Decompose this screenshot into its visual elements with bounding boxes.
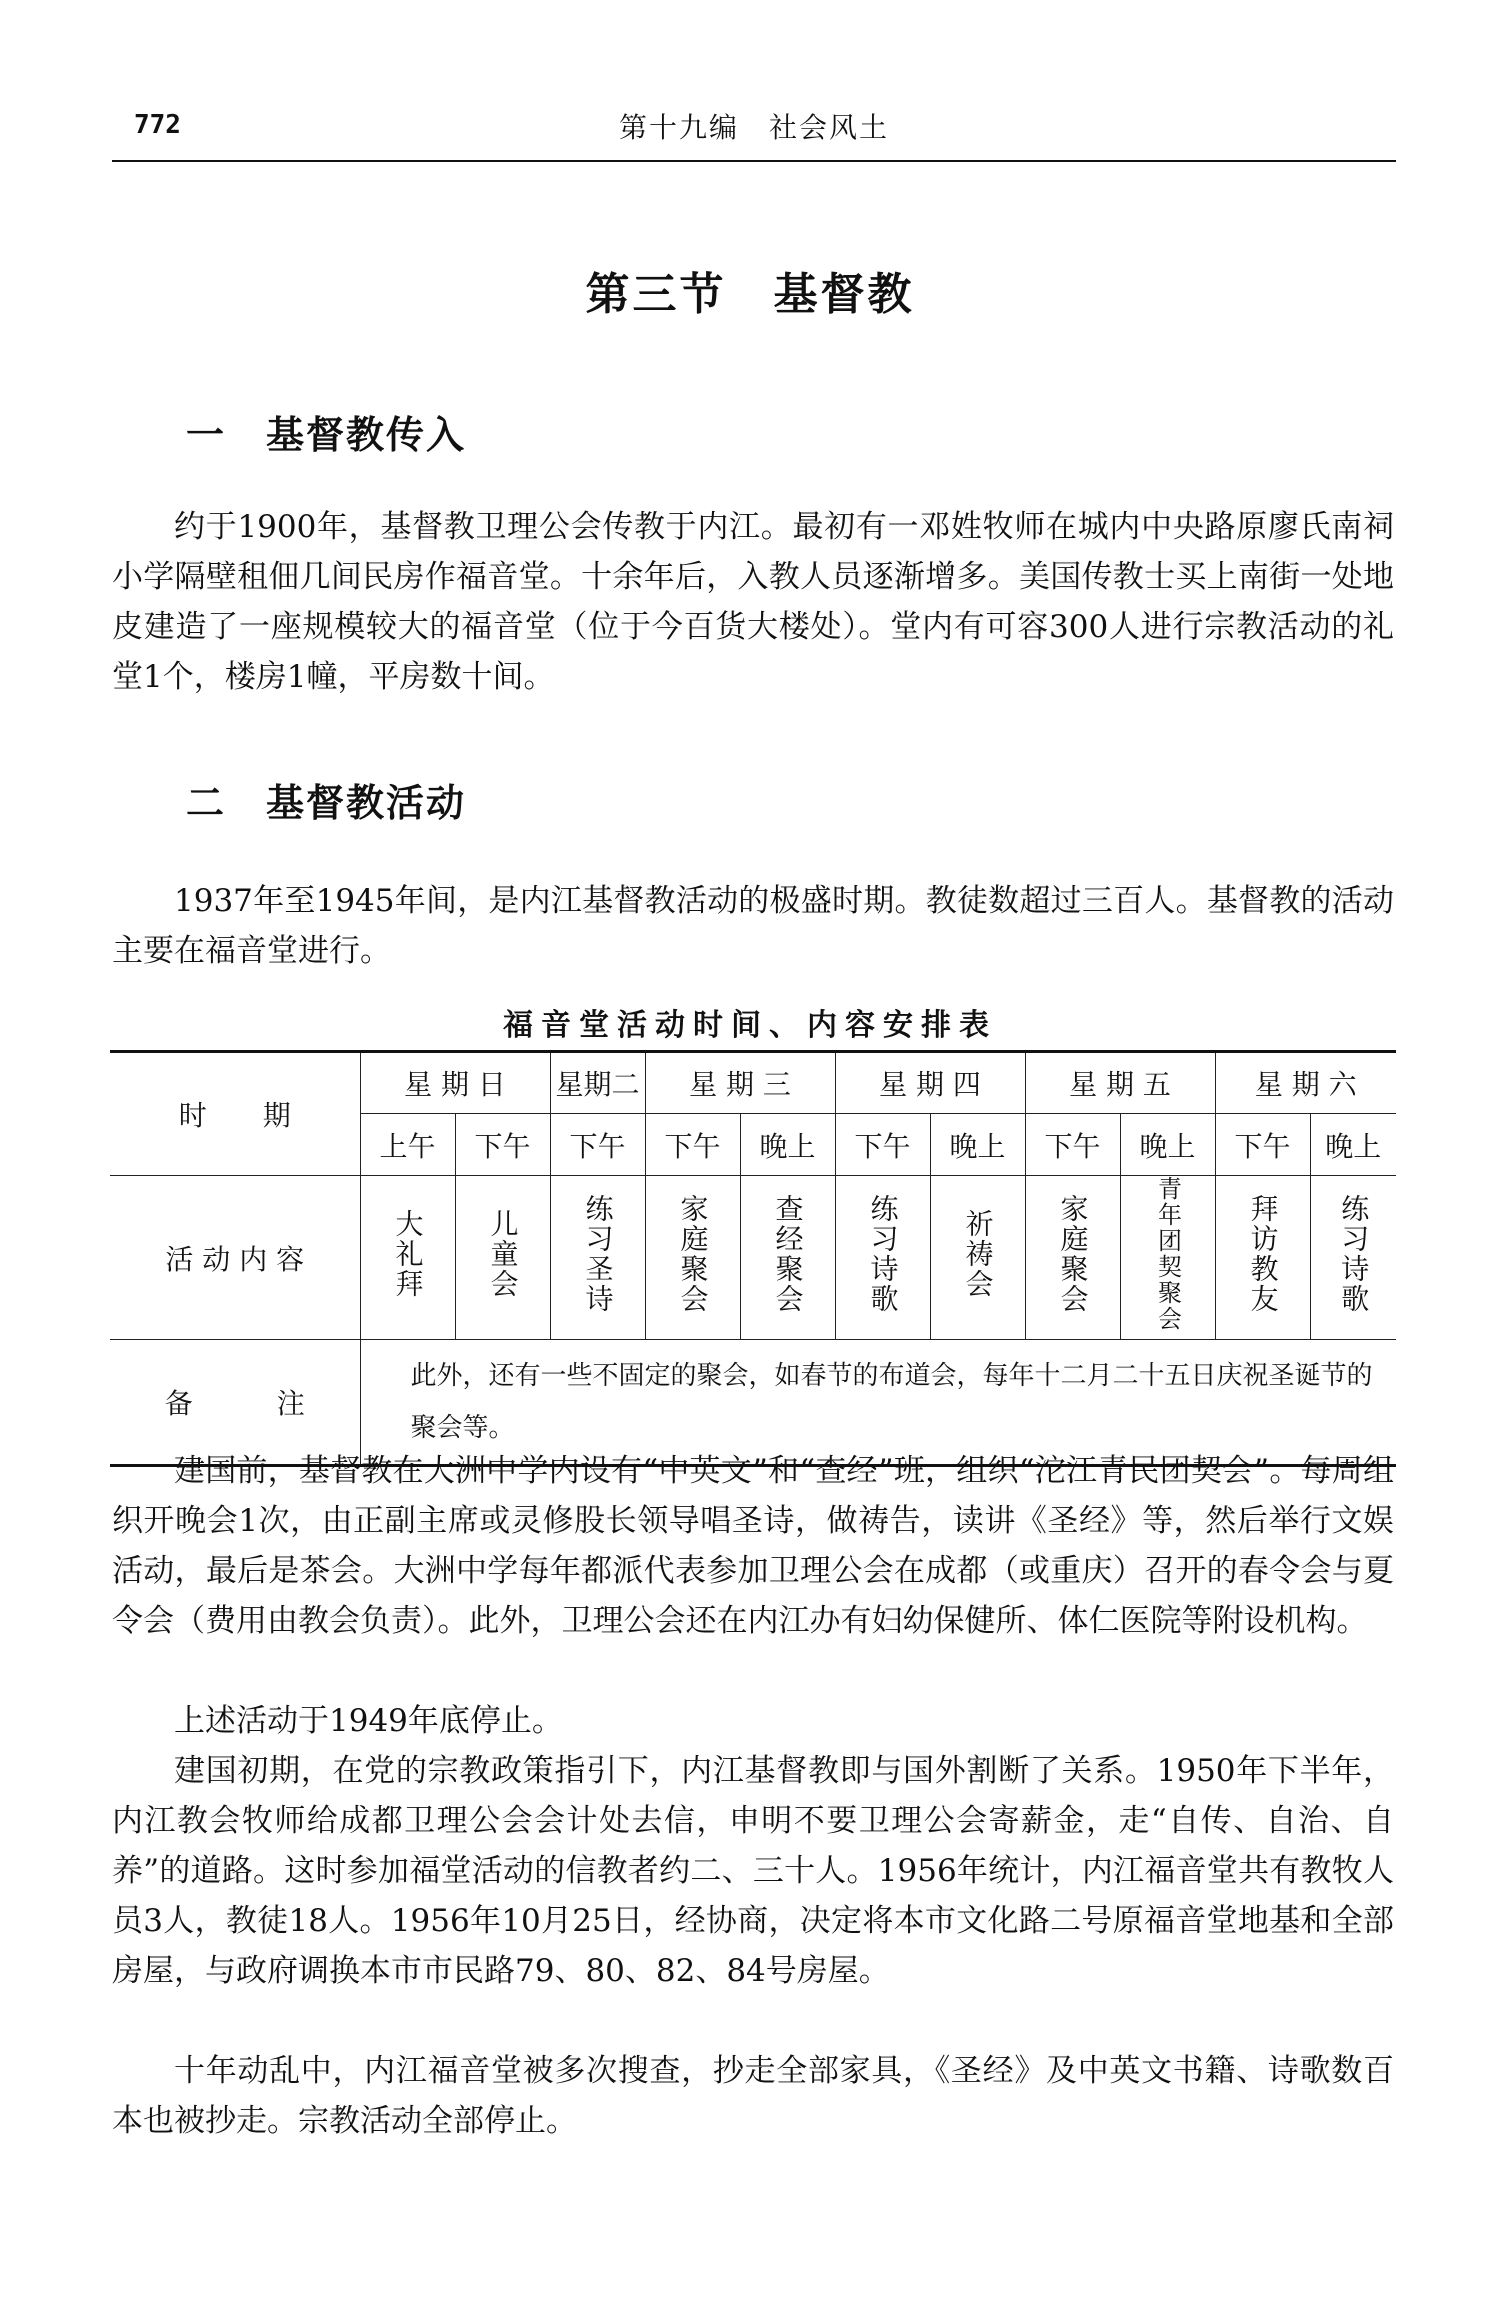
page-number: 772 (134, 110, 181, 140)
time-cell: 下午 (1025, 1114, 1120, 1176)
day-friday: 星 期 五 (1025, 1052, 1215, 1114)
time-cell: 晚上 (930, 1114, 1025, 1176)
paragraph-activities: 1937年至1945年间，是内江基督教活动的极盛时期。教徒数超过三百人。基督教的活动主要在福音堂进行。 (112, 883, 1394, 969)
activity-cell (1025, 1176, 1120, 1340)
time-cell: 下午 (550, 1114, 645, 1176)
heading-activities: 二 基督教活动 (186, 781, 467, 825)
day-saturday: 星 期 六 (1215, 1052, 1396, 1114)
heading-introduction: 一 基督教传入 (186, 413, 467, 457)
time-cell: 下午 (645, 1114, 740, 1176)
activity-text: 查经聚会 (771, 1194, 805, 1314)
day-wednesday: 星 期 三 (645, 1052, 835, 1114)
paragraph-early-prc: 建国初期，在党的宗教政策指引下，内江基督教即与国外割断了关系。1950年下半年，内江教会牧师给成都卫理公会会计处去信，申明不要卫理公会寄薪金，走“自传、自治、自养”的道路。这时参加福堂活动的信教者约二、三十人。1956年统计，内江福音堂共有教牧人员3人，教徒18人。1956年10月25日，经协商，决定将本市文化路二号原福音堂地基和全部房屋，与政府调换本市市民路79、80、82、84号房屋。 (112, 1753, 1394, 1989)
time-cell: 晚上 (1120, 1114, 1215, 1176)
section-title: 第三节 基督教 (585, 269, 915, 320)
day-thursday: 星 期 四 (835, 1052, 1025, 1114)
activity-text: 家庭聚会 (676, 1194, 710, 1314)
activity-cell (930, 1176, 1025, 1340)
activity-cell (1120, 1176, 1215, 1340)
activity-text: 家庭聚会 (1056, 1194, 1090, 1314)
header-rule (112, 160, 1396, 162)
time-cell: 上午 (360, 1114, 455, 1176)
activity-cell (740, 1176, 835, 1340)
activity-text: 练习圣诗 (581, 1194, 615, 1314)
table-title: 福音堂活动时间、内容安排表 (503, 1008, 997, 1043)
paragraph-introduction: 约于1900年，基督教卫理公会传教于内江。最初有一邓姓牧师在城内中央路原廖氏南祠小学隔壁租佃几间民房作福音堂。十余年后，入教人员逐渐增多。美国传教士买上南街一处地皮建造了一座规模较大的福音堂（位于今百货大楼处）。堂内有可容300人进行宗教活动的礼堂1个，楼房1幢，平房数十间。 (112, 509, 1394, 695)
activity-cell (550, 1176, 645, 1340)
row-label-period: 时 期 (110, 1052, 360, 1176)
row-label-notes: 备 注 (110, 1340, 360, 1466)
activity-text: 儿童会 (486, 1209, 520, 1299)
paragraph-stopped-1949: 上述活动于1949年底停止。 (174, 1703, 563, 1739)
time-cell: 下午 (835, 1114, 930, 1176)
activity-cell (1310, 1176, 1396, 1340)
activity-cell (835, 1176, 930, 1340)
activity-cell (645, 1176, 740, 1340)
table-note: 此外，还有一些不固定的聚会，如春节的布道会，每年十二月二十五日庆祝圣诞节的聚会等。 (360, 1340, 1396, 1466)
activity-cell (1215, 1176, 1310, 1340)
page-header (112, 102, 1396, 162)
paragraph-pre-1949: 建国前，基督教在大洲中学内设有“中英文”和“查经”班，组织“沱江青民团契会”。每周组织开晚会1次，由正副主席或灵修股长领导唱圣诗，做祷告，读讲《圣经》等，然后举行文娱活动，最后是茶会。大洲中学每年都派代表参加卫理公会在成都（或重庆）召开的春令会与夏令会（费用由教会负责）。此外，卫理公会还在内江办有妇幼保健所、体仁医院等附设机构。 (112, 1453, 1395, 1639)
activity-text: 拜访教友 (1246, 1194, 1280, 1314)
activity-text: 大礼拜 (391, 1209, 425, 1299)
time-cell: 下午 (1215, 1114, 1310, 1176)
activity-cell (455, 1176, 550, 1340)
day-sunday: 星 期 日 (360, 1052, 550, 1114)
time-cell: 晚上 (1310, 1114, 1396, 1176)
activity-text: 练习诗歌 (866, 1194, 900, 1314)
time-cell: 下午 (455, 1114, 550, 1176)
activity-text: 练习诗歌 (1337, 1194, 1371, 1314)
activity-cell (360, 1176, 455, 1340)
running-title: 第十九编 社会风土 (618, 111, 889, 144)
row-label-activity: 活 动 内 容 (110, 1176, 360, 1340)
time-cell: 晚上 (740, 1114, 835, 1176)
activity-text: 祈祷会 (961, 1209, 995, 1299)
activity-text: 青年团契聚会 (1153, 1176, 1182, 1332)
schedule-table (110, 1050, 1396, 1467)
day-tuesday: 星期二 (550, 1052, 645, 1114)
paragraph-cultural-revolution: 十年动乱中，内江福音堂被多次搜查，抄走全部家具，《圣经》及中英文书籍、诗歌数百本也被抄走。宗教活动全部停止。 (112, 2053, 1394, 2139)
